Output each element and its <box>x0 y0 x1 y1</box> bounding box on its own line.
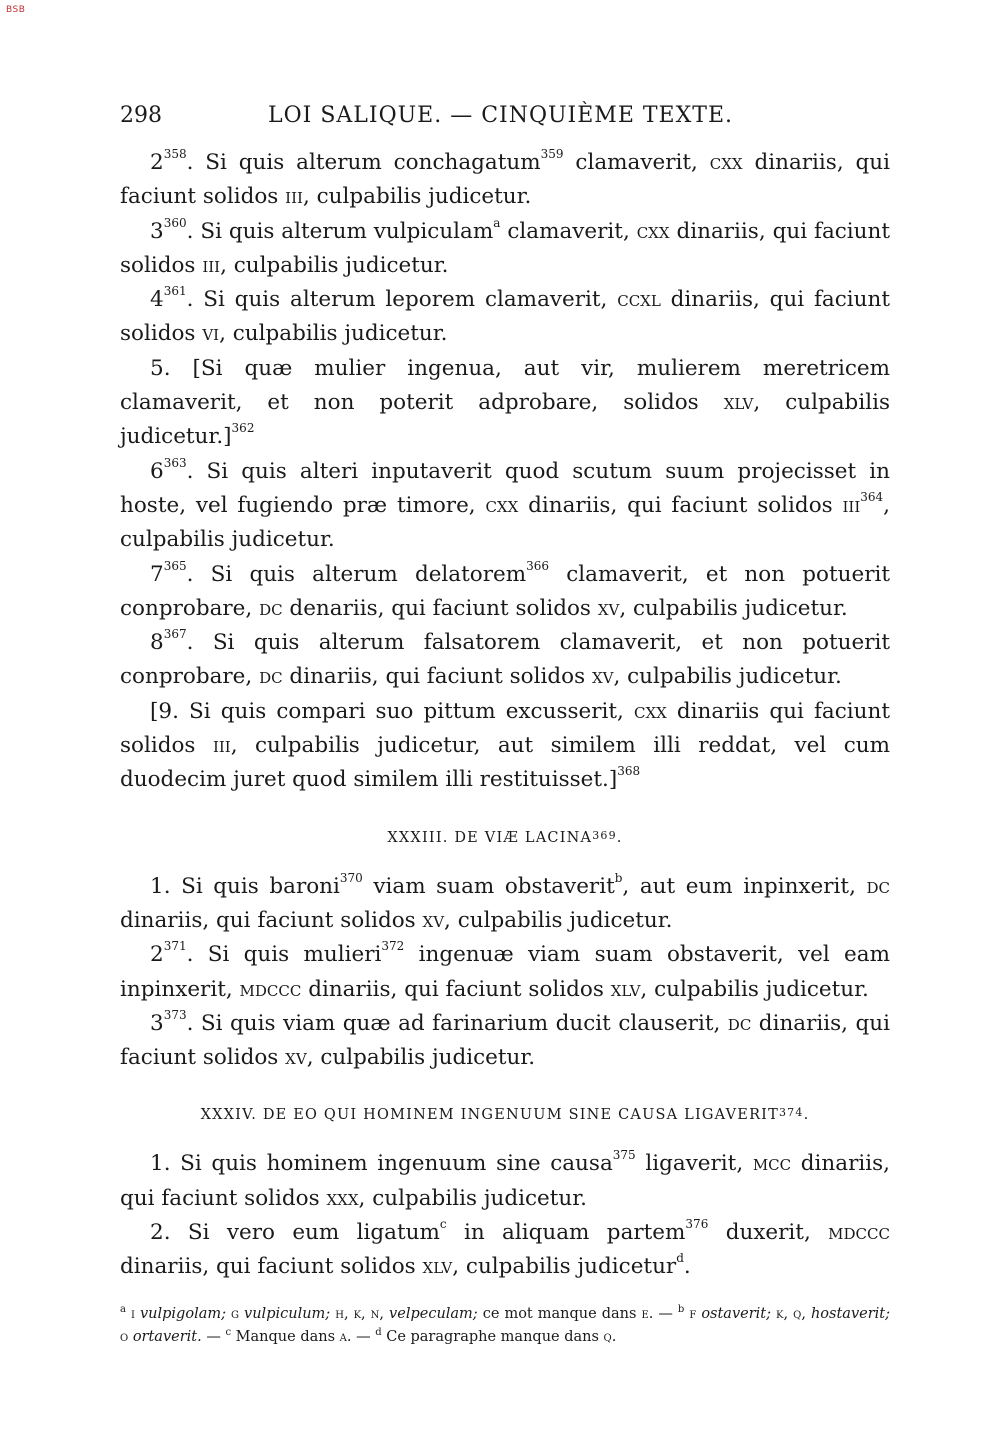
footnote-ref: 359 <box>540 147 564 161</box>
roman-numeral: i <box>125 1305 140 1322</box>
text-run: , culpabilis judicetur. <box>358 1185 587 1211</box>
text-run: XXXIV. DE EO QUI HOMINEM INGENUUM SINE CAUSA LIGAVERIT <box>200 1107 779 1124</box>
roman-numeral: e <box>641 1305 649 1322</box>
text-run: . Si quis compari suo pittum excusserit, <box>172 698 634 724</box>
footnote-ref: b <box>677 1303 685 1315</box>
roman-numeral: cxx <box>633 698 667 724</box>
text-run: . — <box>346 1328 376 1345</box>
text-run: . — <box>648 1305 678 1322</box>
law-paragraph <box>120 455 890 558</box>
law-paragraph <box>120 283 890 352</box>
roman-numeral: xlv <box>610 976 641 1002</box>
footnote-ref: b <box>614 870 623 885</box>
roman-numeral: dc <box>727 1010 752 1036</box>
paragraph-number: 2 <box>150 150 164 175</box>
roman-numeral: iii <box>202 252 221 278</box>
footnote-ref: d <box>676 1251 684 1266</box>
roman-numeral: dc <box>259 595 283 621</box>
variant-reading: velpeculam; <box>389 1305 483 1322</box>
roman-numeral: h, k, n, <box>335 1305 390 1322</box>
text-run: Manque dans <box>231 1328 340 1345</box>
law-paragraph <box>120 215 890 284</box>
text-run: . Si quis alterum vulpiculam <box>186 218 494 244</box>
text-run: . Si quis viam quæ ad farinarium ducit clauserit, <box>186 1010 728 1036</box>
section-heading <box>120 798 890 870</box>
footnote-ref: 360 <box>163 215 187 230</box>
roman-numeral: xv <box>285 1045 307 1071</box>
roman-numeral: cxx <box>636 218 670 244</box>
paragraph-number: 8 <box>150 630 164 656</box>
text-run: dinariis, qui faciunt solidos <box>518 492 843 518</box>
roman-numeral: xv <box>591 664 614 690</box>
variant-reading: ortaverit. <box>132 1328 207 1345</box>
law-paragraph <box>120 1007 890 1076</box>
text-run: clamaverit, <box>563 150 710 175</box>
law-paragraph <box>120 558 890 627</box>
roman-numeral: xlv <box>422 1254 453 1280</box>
text-run: . Si quis hominem ingenuum sine causa <box>163 1151 613 1177</box>
paragraph-number: 1 <box>150 1151 164 1177</box>
law-paragraph <box>120 938 890 1007</box>
footnote-ref: 361 <box>163 284 187 299</box>
text-run: ligaverit, <box>635 1151 753 1177</box>
text-run: viam suam obstaverit <box>362 873 615 899</box>
text-run: — <box>206 1328 226 1345</box>
text-run: . Si quis alterum conchagatum <box>186 150 541 175</box>
page-number: 298 <box>120 103 162 128</box>
text-run: dinariis, qui faciunt solidos <box>120 1254 423 1280</box>
roman-numeral: xv <box>422 907 445 933</box>
text-run: , culpabilis judicetur, aut similem illi reddat, vel cum duodecim juret quod similem illi restituisset.] <box>120 733 890 793</box>
roman-numeral: cxx <box>709 150 743 175</box>
paragraph-number: 7 <box>150 561 164 587</box>
footnote-ref: 358 <box>163 147 187 161</box>
footnote-ref: 363 <box>163 455 187 470</box>
text-run: . <box>803 1107 810 1124</box>
footnote-ref: d <box>375 1326 382 1338</box>
text-run: ingenuæ viam suam obstaverit, vel eam inpinxerit, <box>120 942 890 1002</box>
text-run: , culpabilis judicetur. <box>219 321 448 347</box>
text-run: . Si quis alteri inputaverit quod scutum suum projecisset in hoste, vel fugiendo præ timore, <box>120 458 890 518</box>
footnote-ref: a <box>493 215 501 230</box>
text-run: dinariis, qui faciunt solidos <box>282 664 592 690</box>
roman-numeral: vi <box>202 321 220 347</box>
footnote-ref: 366 <box>526 558 550 573</box>
text-run: , culpabilis judicetur. <box>619 595 848 621</box>
text-run: Ce paragraphe manque dans <box>381 1328 604 1345</box>
law-paragraph <box>120 146 890 215</box>
text-run: , culpabilis judicetur.] <box>120 390 890 450</box>
text-run: dinariis, qui faciunt solidos <box>301 976 611 1002</box>
text-run: dinariis, qui faciunt solidos <box>120 287 891 347</box>
text-run: . <box>616 829 623 846</box>
footnote-ref: 374 <box>778 1106 804 1120</box>
running-title: LOI SALIQUE. — CINQUIÈME TEXTE. <box>268 103 734 128</box>
roman-numeral: xxx <box>326 1185 359 1211</box>
roman-numeral: ccxl <box>617 287 661 313</box>
text-run: , culpabilis judicetur. <box>306 1045 536 1071</box>
text-run: denariis, qui faciunt solidos <box>282 595 598 621</box>
text-run: dinariis qui faciunt solidos <box>120 698 890 759</box>
footnote-ref: 375 <box>612 1148 636 1163</box>
text-run: . <box>611 1328 617 1345</box>
footnote-ref: 362 <box>231 421 255 436</box>
text-run: . Si quis alterum leporem clamaverit, <box>186 287 618 313</box>
paragraph-number: 1 <box>150 873 164 899</box>
paragraph-number: 3 <box>150 1010 164 1036</box>
text-run: dinariis, qui faciunt solidos <box>120 1151 890 1211</box>
footnote-ref: 365 <box>163 558 187 573</box>
footnote-ref: a <box>120 1303 126 1315</box>
paragraph-number: 3 <box>150 218 164 244</box>
roman-numeral: iii <box>212 733 231 759</box>
text-run: . Si quis mulieri <box>186 942 382 968</box>
footnote-ref: 376 <box>685 1217 709 1232</box>
roman-numeral: o <box>120 1328 133 1345</box>
text-run: . Si quis alterum falsatorem clamaverit, et non potuerit conprobare, <box>120 630 890 690</box>
footnote-ref: c <box>439 1217 447 1232</box>
footnote-ref: 371 <box>163 939 187 954</box>
text-run: , culpabilis judicetur. <box>640 976 869 1002</box>
paragraph-number: [9 <box>150 698 173 724</box>
variant-reading: vulpigolam; <box>139 1305 232 1322</box>
roman-numeral: dc <box>259 664 283 690</box>
page-body <box>120 146 890 1349</box>
footnote-ref: 367 <box>163 627 187 642</box>
page-header <box>120 103 890 139</box>
text-run: ce mot manque dans <box>482 1305 642 1322</box>
text-run: . <box>683 1254 691 1280</box>
text-run: clamaverit, et non potuerit conprobare, <box>120 561 890 621</box>
roman-numeral: cxx <box>485 492 519 518</box>
text-run: . [Si quæ mulier ingenua, aut vir, mulierem meretricem clamaverit, et non poterit adprobare, solidos <box>120 355 890 416</box>
law-paragraph <box>120 695 890 798</box>
footnote-ref: 370 <box>339 870 363 885</box>
variant-reading: vulpiculum; <box>244 1305 336 1322</box>
footnote-ref: 369 <box>592 828 617 842</box>
text-run: , culpabilis judicetur. <box>220 252 449 278</box>
law-paragraph <box>120 626 890 695</box>
text-run: duxerit, <box>708 1220 829 1246</box>
paragraph-number: 2 <box>150 1220 164 1246</box>
text-run: , aut eum inpinxerit, <box>622 873 867 899</box>
text-run: , culpabilis judicetur. <box>613 664 842 690</box>
text-run: dinariis, qui faciunt solidos <box>120 1010 890 1071</box>
footnote-ref: 373 <box>163 1007 187 1022</box>
library-stamp: BSB <box>6 5 26 15</box>
law-paragraph <box>120 352 890 455</box>
paragraph-number: 4 <box>150 287 164 313</box>
text-run: . Si quis alterum delatorem <box>186 561 527 587</box>
footnote-ref: 364 <box>860 489 884 504</box>
footnote-ref: 372 <box>381 939 405 954</box>
roman-numeral: mdccc <box>828 1220 890 1246</box>
text-run: . Si quis baroni <box>163 873 340 899</box>
footnotes <box>120 1303 890 1349</box>
roman-numeral: g <box>231 1305 245 1322</box>
text-run: in aliquam partem <box>446 1220 686 1246</box>
variant-reading: hostaverit; <box>810 1305 891 1322</box>
text-run: , culpabilis judicetur <box>452 1254 677 1280</box>
text-run: , culpabilis judicetur. <box>444 907 673 933</box>
text-run: clamaverit, <box>500 218 637 244</box>
roman-numeral: xv <box>597 595 620 621</box>
text-run: . Si vero eum ligatum <box>163 1220 440 1246</box>
text-run: dinariis, qui faciunt solidos <box>120 218 891 278</box>
roman-numeral: f <box>684 1305 702 1322</box>
law-paragraph <box>120 1147 890 1216</box>
roman-numeral: q <box>603 1328 612 1345</box>
roman-numeral: iii <box>285 184 303 210</box>
footnote-ref: 368 <box>617 764 641 779</box>
paragraph-number: 5 <box>150 355 164 381</box>
roman-numeral: mcc <box>752 1151 792 1177</box>
text-run: dinariis, qui faciunt solidos <box>120 907 423 933</box>
footnote-ref: c <box>225 1326 232 1338</box>
roman-numeral: a <box>339 1328 347 1345</box>
roman-numeral: k, q, <box>776 1305 811 1322</box>
text-run: XXXIII. DE VIÆ LACINA <box>387 829 593 846</box>
section-heading <box>120 1075 890 1147</box>
law-paragraph <box>120 870 890 939</box>
paragraph-number: 2 <box>150 942 164 968</box>
roman-numeral: iii <box>842 492 861 518</box>
variant-reading: ostaverit; <box>701 1305 777 1322</box>
roman-numeral: dc <box>866 873 890 899</box>
text-run: , culpabilis judicetur. <box>120 492 891 553</box>
roman-numeral: xlv <box>723 390 754 416</box>
roman-numeral: mdccc <box>239 976 302 1002</box>
paragraph-number: 6 <box>150 458 164 484</box>
law-paragraph <box>120 1216 890 1285</box>
text-run: , culpabilis judicetur. <box>302 184 532 210</box>
text-run: dinariis, qui faciunt solidos <box>120 150 891 210</box>
